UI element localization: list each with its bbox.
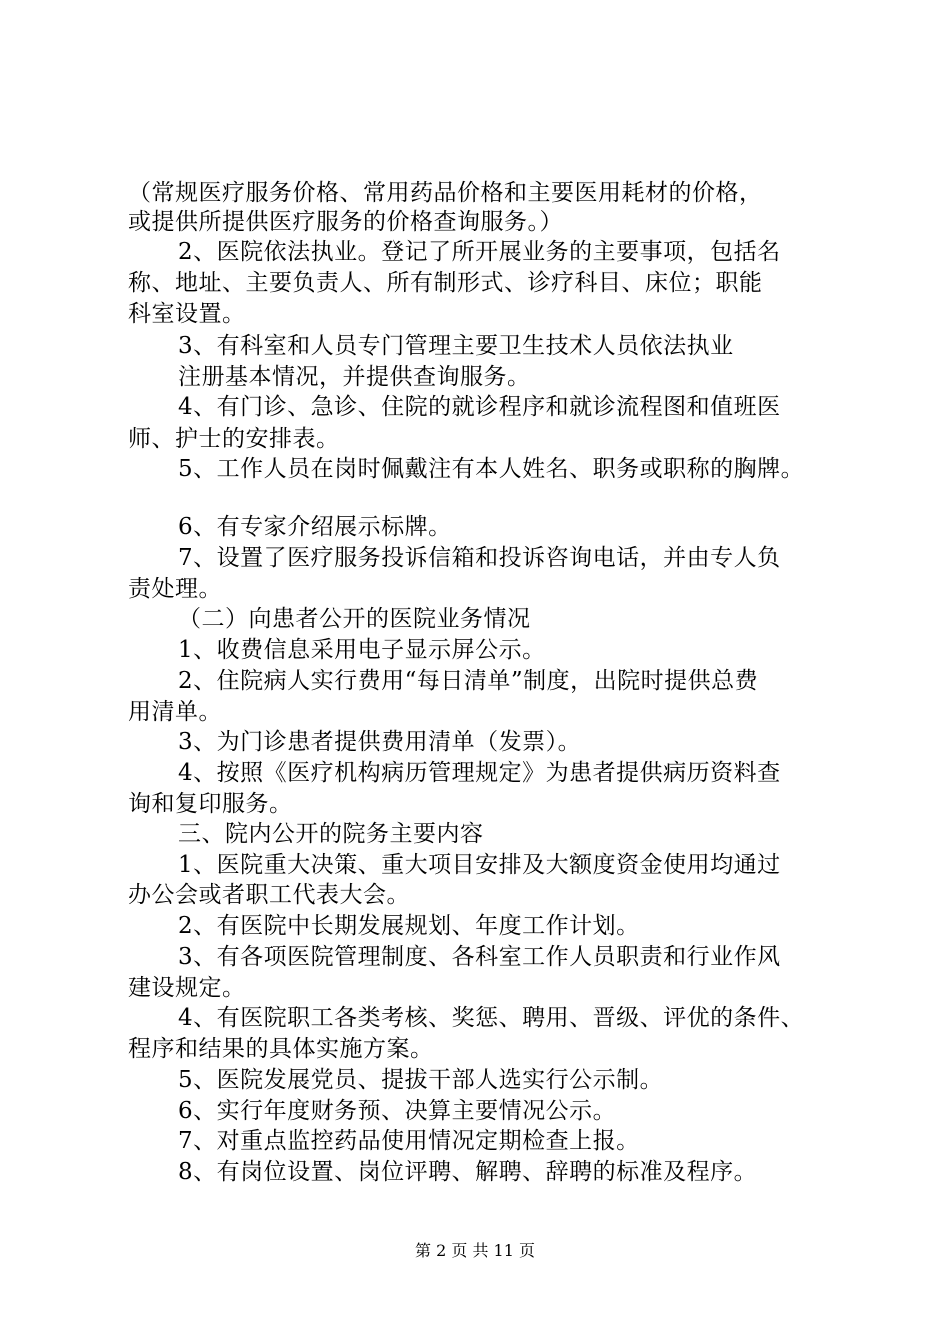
text-line-6: 3、有科室和人员专门管理主要卫生技术人员依法执业	[178, 333, 734, 359]
text-line-20: 询和复印服务。	[128, 791, 293, 817]
text-line-13: 责处理。	[128, 576, 222, 602]
text-line-18: 3、为门诊患者提供费用清单（发票）。	[178, 729, 582, 755]
text-line-1: （常规医疗服务价格、常用药品价格和主要医用耗材的价格，	[128, 180, 763, 206]
text-line-26: 建设规定。	[128, 975, 246, 1001]
text-line-32: 8、有岗位设置、岗位评聘、解聘、辞聘的标准及程序。	[178, 1159, 758, 1185]
text-line-17: 用清单。	[128, 699, 222, 725]
text-line-19: 4、按照《医疗机构病历管理规定》为患者提供病历资料查	[178, 760, 781, 786]
text-line-31: 7、对重点监控药品使用情况定期检查上报。	[178, 1128, 640, 1154]
text-line-29: 5、医院发展党员、提拔干部人选实行公示制。	[178, 1067, 664, 1093]
page-number-footer: 第 2 页 共 11 页	[415, 1241, 535, 1260]
text-line-16: 2、住院病人实行费用“每日清单”制度，出院时提供总费	[178, 668, 759, 694]
text-line-23: 办公会或者职工代表大会。	[128, 882, 410, 908]
text-line-10: 5、工作人员在岗时佩戴注有本人姓名、职务或职称的胸牌。	[178, 456, 805, 482]
text-line-22: 1、医院重大决策、重大项目安排及大额度资金使用均通过	[178, 852, 781, 878]
text-line-8: 4、有门诊、急诊、住院的就诊程序和就诊流程图和值班医	[178, 394, 781, 420]
text-line-25: 3、有各项医院管理制度、各科室工作人员职责和行业作风	[178, 944, 781, 970]
text-line-9: 师、护士的安排表。	[128, 426, 340, 452]
text-line-12: 7、设置了医疗服务投诉信箱和投诉咨询电话，并由专人负	[178, 545, 781, 571]
text-line-11: 6、有专家介绍展示标牌。	[178, 514, 452, 540]
text-line-28: 程序和结果的具体实施方案。	[128, 1036, 434, 1062]
section-heading-3: 三、院内公开的院务主要内容	[178, 821, 484, 847]
text-line-4: 称、地址、主要负责人、所有制形式、诊疗科目、床位；职能	[128, 270, 763, 296]
section-heading-2: （二）向患者公开的医院业务情况	[178, 606, 531, 632]
text-line-5: 科室设置。	[128, 301, 246, 327]
text-line-24: 2、有医院中长期发展规划、年度工作计划。	[178, 913, 640, 939]
text-line-30: 6、实行年度财务预、决算主要情况公示。	[178, 1098, 617, 1124]
text-line-7: 注册基本情况，并提供查询服务。	[178, 364, 531, 390]
text-line-15: 1、收费信息采用电子显示屏公示。	[178, 637, 546, 663]
text-line-3: 2、医院依法执业。登记了所开展业务的主要事项，包括名	[178, 239, 781, 265]
text-line-27: 4、有医院职工各类考核、奖惩、聘用、晋级、评优的条件、	[178, 1005, 805, 1031]
text-line-2: 或提供所提供医疗服务的价格查询服务。）	[128, 209, 563, 235]
